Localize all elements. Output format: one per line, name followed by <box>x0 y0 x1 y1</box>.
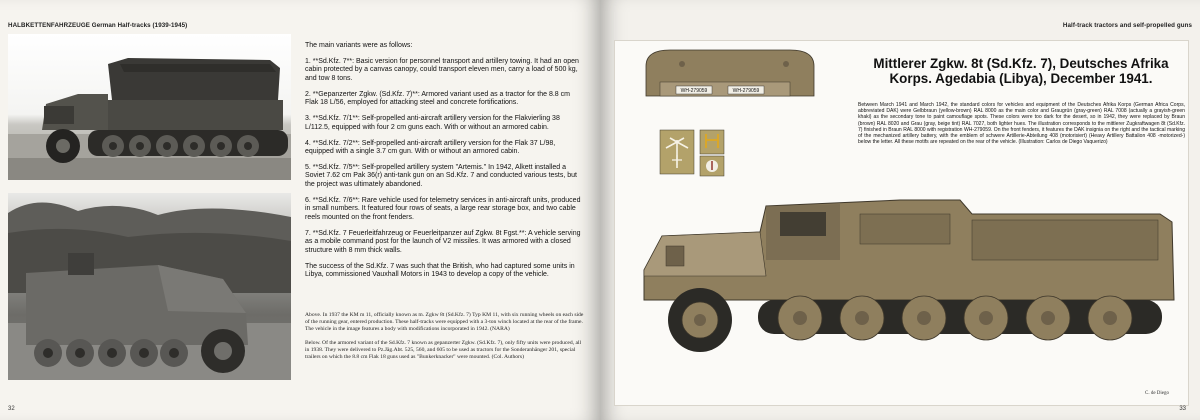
caption-below: Below. Of the armored variant of the Sd.Kfz. 7 known as gepanzerter Zgkw. (Sd.Kfz. 7), only fifty units were produced, all in 1938. They were delivered to Pz.Jäg.Abt. 525, 560, and 605 to be used as tractors for the Sonderanhänger 201, special trailers on which the 8.8 cm Flak 18 guns used as "Bunkerknacker" were mounted. (Col. Authors) <box>305 340 582 360</box>
left-page-number: 32 <box>8 406 15 412</box>
vehicle-side-view <box>644 200 1174 352</box>
artist-signature: C. de Diego <box>1145 391 1170 396</box>
registration-plate-left: WH-279059 <box>680 88 708 95</box>
paragraph: 3. **Sd.Kfz. 7/1**: Self-propelled anti-aircraft artillery version for the Flakvierling 38 L/112.5, equipped with four 2 cm guns each. With or without an armored cabin. <box>305 115 560 131</box>
paragraph: 1. **Sd.Kfz. 7**: Basic version for personnel transport and artillery towing. It had an open cabin protected by a canvas canopy, could transport eleven men, carry a load of 500 kg, and tow 8 tons. <box>305 57 579 82</box>
caption-above: Above. In 1937 the KM m 11, officially known as m. Zgkw 8t (Sd.Kfz. 7) Typ KM 11, with six running wheels on each side of the running gear, entered production. These half-tracks were equipped with a 3-ton winch located at the rear of the frame. The vehicle in the image features a body with modifications incorporated in 1942. (NARA) <box>305 312 584 332</box>
paragraph: 4. **Sd.Kfz. 7/2**: Self-propelled anti-aircraft artillery version for the Flak 37 L/98, equipped with a single 3.7 cm gun. With or without an armored cabin. <box>305 139 556 156</box>
battery-tactical-insignia <box>700 130 724 176</box>
paragraph: 6. **Sd.Kfz. 7/6**: Rare vehicle used for telemetry services in anti-aircraft units, produced in small numbers. It featured four rows of seats, a large rear storage box, and two cable reels mounted on the front fenders. <box>305 196 581 222</box>
dak-palm-insignia <box>660 130 694 174</box>
paragraph: 2. **Gepanzerter Zgkw. (Sd.Kfz. 7)**: Armored variant used as a tractor for the 8.8 cm Flak 18 L/56, employed for attacking steel and concrete fortifications. <box>305 90 570 107</box>
paragraph: The success of the Sd.Kfz. 7 was such that the British, who had captured some units in Libya, commissioned Vauxhall Motors in 1943 to develop a copy of the vehicle. <box>305 262 575 279</box>
photo-armored-halftrack <box>8 193 291 380</box>
right-running-head: Half-track tractors and self-propelled guns <box>1062 22 1192 29</box>
paragraph: The main variants were as follows: <box>305 42 413 49</box>
left-running-head: HALBKETTENFAHRZEUGE German Half-tracks (1939-1945) <box>8 22 188 29</box>
plate-description: Between March 1941 and March 1942, the standard colors for vehicles and equipment of the Deutsches Afrika Korps (German Africa Corps, abbreviated DAK) were Gelbbraun (yellow-brown) RAL 8000 as the main color and Graugrün (gray-green) RAL 7008 (actually a grayish-green khaki) as the secondary tone to paint camouflage spots. These colors were too dark for the desert, so in 1942, they were replaced by Braun (brown) RAL 8020 and Grau (gray, beige tint) RAL 7027, both lighter hues. The illustration corresponds to the mittlerer Zugkraftwagen 8t (Sd.Kfz. 7) finished in Braun RAL 8000 with registration WH-279059. On the front fenders, it features the DAK insignia on the right and the tactical marking of the mechanized artillery battery, with the emblem of schwere Artillerie-Abteilung 408 (motorisiert) (Heavy Artillery Battalion 408 -motorized-) below the letter. All these motifs are repeated on the rear of the vehicle. (Illustration: Carlos de Diego Vaquerizo) <box>858 102 1185 146</box>
photo-halftrack-canvas-top <box>8 34 291 180</box>
paragraph: 7. **Sd.Kfz. 7 Feuerleitfahrzeug or Feuerleitpanzer auf Zgkw. 8t Fgst.**: A vehicle serving as a mobile command post for the launch of V2 missiles. It was armored with a closed structure with 8 mm thick walls. <box>305 229 581 254</box>
vehicle-top-view <box>646 50 814 96</box>
right-page-number: 33 <box>1179 406 1186 412</box>
plate-title: Mittlerer Zgkw. 8t (Sd.Kfz. 7), Deutsches Afrika Korps. Agedabia (Libya), December 1941. <box>873 56 1169 86</box>
registration-plate-right: WH-279059 <box>732 88 760 95</box>
main-body-text <box>305 42 585 287</box>
photo-captions <box>305 312 585 368</box>
paragraph: 5. **Sd.Kfz. 7/5**: Self-propelled artillery system "Artemis." In 1942, Alkett installed a Soviet 7.62 cm Pak 36(r) anti-tank gun on an Sd.Kfz. 7 and conducted various tests, but the project was ultimately abandoned. <box>305 163 577 189</box>
